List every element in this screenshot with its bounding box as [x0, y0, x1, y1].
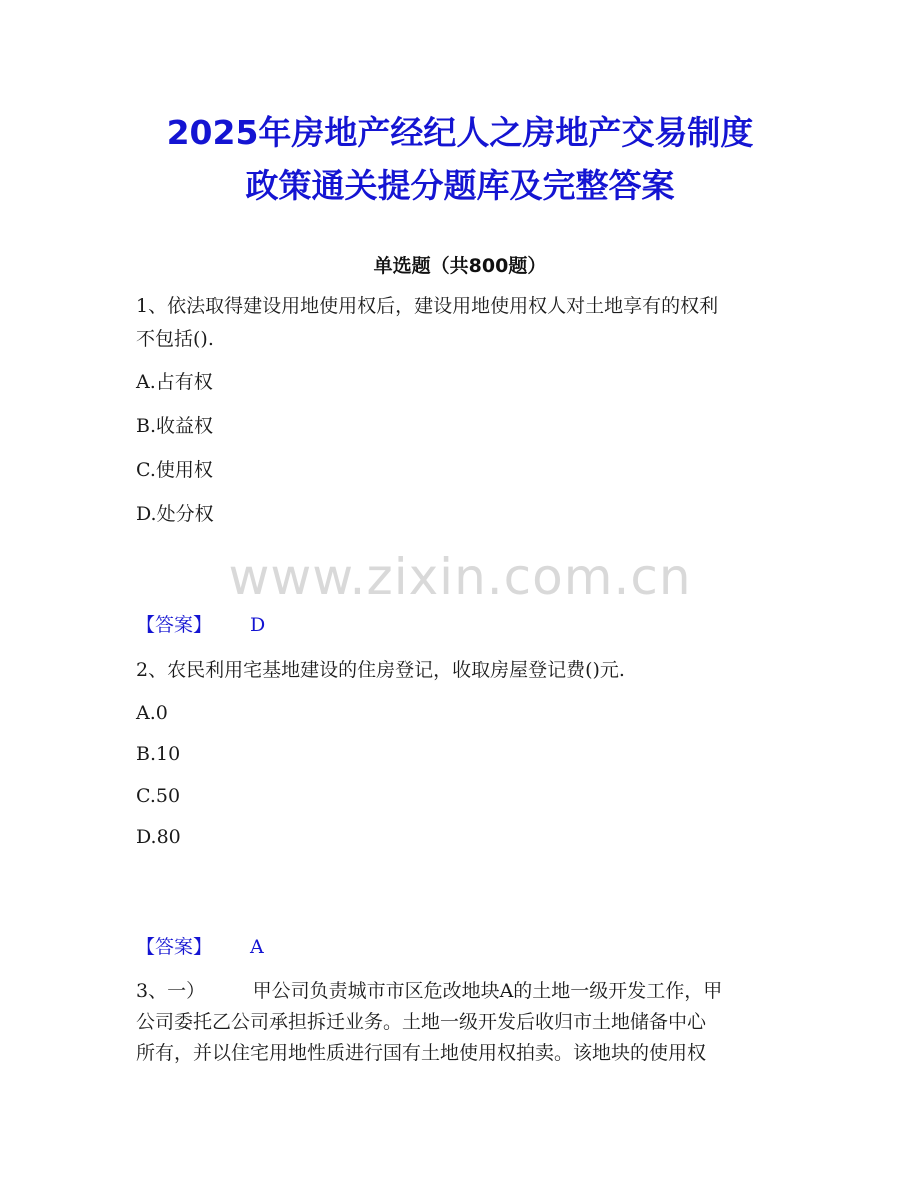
question-1-option-b: B.收益权 [136, 415, 214, 437]
question-2-option-a: A.0 [136, 702, 168, 724]
question-2-option-c: C.50 [136, 785, 181, 807]
answer-value: A [250, 936, 264, 958]
document-title-line-1: 2025年房地产经纪人之房地产交易制度 [166, 113, 754, 152]
answer-value: D [250, 614, 266, 636]
question-1-option-c: C.使用权 [136, 459, 213, 481]
question-1-stem-line-1: 1、依法取得建设用地使用权后，建设用地使用权人对土地享有的权利 [136, 295, 719, 317]
question-3-stem-line-1: 3、一） 甲公司负责城市市区危改地块A的土地一级开发工作，甲 [136, 980, 723, 1002]
question-2-option-b: B.10 [136, 743, 181, 765]
answer-label: 【答案】 [136, 614, 213, 636]
question-2-answer [136, 936, 264, 958]
answer-label: 【答案】 [136, 936, 213, 958]
question-2-option-d: D.80 [136, 826, 181, 848]
question-1-option-a: A.占有权 [136, 371, 213, 393]
question-1-stem-line-2: 不包括(). [136, 328, 214, 350]
question-3-stem-line-3: 所有，并以住宅用地性质进行国有土地使用权拍卖。该地块的使用权 [136, 1042, 707, 1064]
question-1-answer [136, 614, 266, 636]
document-title-line-2: 政策通关提分题库及完整答案 [245, 166, 675, 205]
question-2-stem-line-1: 2、农民利用宅基地建设的住房登记，收取房屋登记费()元. [136, 659, 625, 681]
question-1-option-d: D.处分权 [136, 503, 214, 525]
question-3-stem-line-2: 公司委托乙公司承担拆迁业务。土地一级开发后收归市土地储备中心 [136, 1011, 707, 1033]
section-heading: 单选题（共800题） [373, 255, 547, 277]
watermark: www.zixin.com.cn [228, 548, 692, 606]
